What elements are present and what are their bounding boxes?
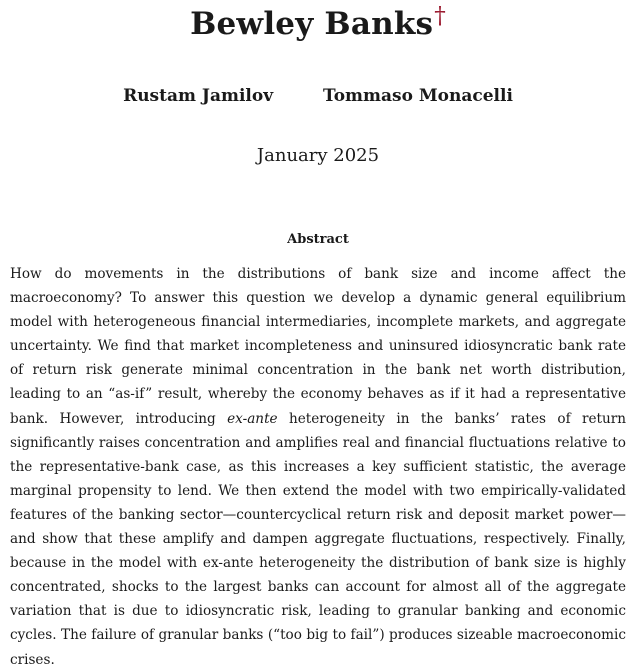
paper-title-text: Bewley Banks bbox=[190, 6, 434, 42]
abstract-heading: Abstract bbox=[287, 232, 349, 247]
paper-title bbox=[0, 2, 636, 42]
author-list bbox=[0, 86, 636, 106]
abstract-text-part1: How do movements in the distributions of bank size and income affect the macroeconomy? To answer this question we develop a dynamic general equilibrium model with heterogeneous financial intermediaries, incomplete markets, and aggregate uncertainty. We find that market incompleteness and uninsured idiosyncratic bank rate of return risk generate minimal concentration in the bank net worth distribution, leading to an “as-if” result, whereby the economy behaves as if it had a representative bank. However, introducing bbox=[10, 266, 626, 427]
abstract-emphasis: ex-ante bbox=[227, 410, 278, 427]
author-name: Rustam Jamilov bbox=[123, 86, 274, 106]
publication-date: January 2025 bbox=[256, 145, 380, 166]
title-footnote-mark[interactable]: † bbox=[434, 2, 446, 29]
abstract-text-part2: heterogeneity in the banks’ rates of return significantly raises concentration and amplifies real and financial fluctuations relative to the representative-bank case, as this increases a key sufficient statistic, the average marginal propensity to lend. We then extend the model with two empirically-validated features of the banking sector—countercyclical return risk and deposit market power—and show that these amplify and dampen aggregate fluctuations, respectively. Finally, because in the model with ex-ante heterogeneity the distribution of bank size is highly concentrated, shocks to the largest banks can account for almost all of the aggregate variation that is due to idiosyncratic risk, leading to granular banking and economic cycles. The failure of granular banks (“too big to fail”) produces sizeable macroeconomic crises. bbox=[10, 410, 626, 668]
abstract-body bbox=[10, 262, 626, 672]
author-name: Tommaso Monacelli bbox=[323, 86, 513, 106]
